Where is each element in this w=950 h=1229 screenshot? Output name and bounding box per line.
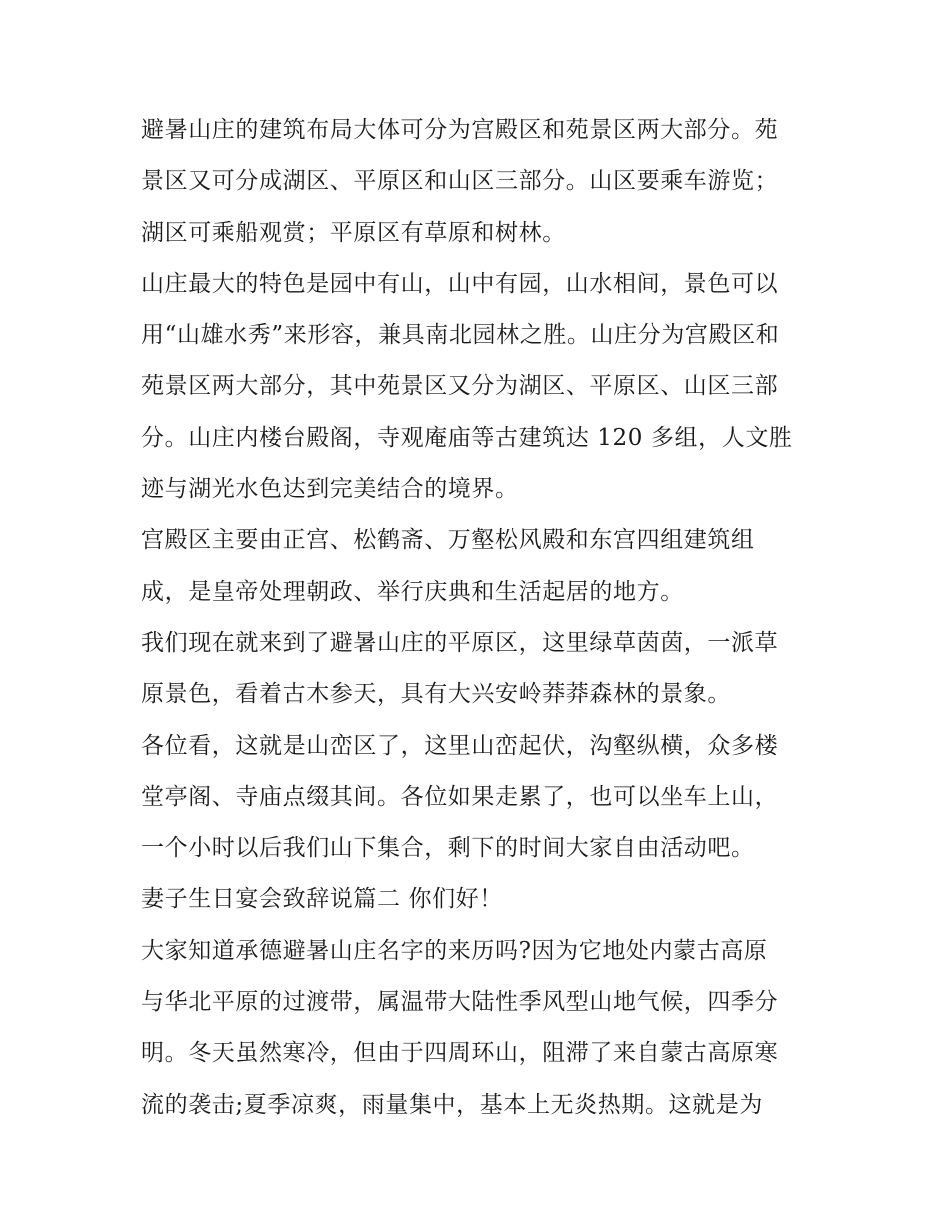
paragraph-name-origin bbox=[141, 926, 831, 1131]
text-line: 分。山庄内楼台殿阁，寺观庵庙等古建筑达 120 多组，人文胜 bbox=[141, 424, 793, 451]
section-heading bbox=[141, 874, 831, 925]
text-line: 一个小时以后我们山下集合，剩下的时间大家自由活动吧。 bbox=[141, 835, 755, 862]
text-line: 苑景区两大部分，其中苑景区又分为湖区、平原区、山区三部 bbox=[141, 373, 779, 400]
paragraph-plain-area bbox=[141, 618, 831, 721]
paragraph-layout-overview bbox=[141, 105, 831, 259]
document-body bbox=[141, 105, 831, 1131]
paragraph-mountain-area bbox=[141, 721, 831, 875]
text-line: 明。冬天虽然寒冷，但由于四周环山，阻滞了来自蒙古高原寒 bbox=[141, 1040, 779, 1067]
text-line: 与华北平原的过渡带，属温带大陆性季风型山地气候，四季分 bbox=[141, 989, 779, 1016]
text-line: 大家知道承德避暑山庄名字的来历吗?因为它地处内蒙古高原 bbox=[141, 937, 768, 964]
text-line: 我们现在就来到了避暑山庄的平原区，这里绿草茵茵，一派草 bbox=[141, 629, 779, 656]
text-line: 迹与湖光水色达到完美结合的境界。 bbox=[141, 476, 519, 503]
text-line: 宫殿区主要由正宫、松鹤斋、万壑松风殿和东宫四组建筑组 bbox=[141, 527, 755, 554]
text-line: 用“山雄水秀”来形容，兼具南北园林之胜。山庄分为宫殿区和 bbox=[141, 322, 780, 349]
paragraph-features bbox=[141, 259, 831, 515]
text-line: 原景色，看着古木参天，具有大兴安岭莽莽森林的景象。 bbox=[141, 681, 731, 708]
text-line: 景区又可分成湖区、平原区和山区三部分。山区要乘车游览； bbox=[141, 168, 779, 195]
text-line: 成，是皇帝处理朝政、举行庆典和生活起居的地方。 bbox=[141, 578, 684, 605]
paragraph-palace-area bbox=[141, 515, 831, 618]
text-line: 各位看，这就是山峦区了，这里山峦起伏，沟壑纵横，众多楼 bbox=[141, 732, 779, 759]
text-line: 湖区可乘船观赏；平原区有草原和树林。 bbox=[141, 219, 566, 246]
text-line: 堂亭阁、寺庙点缀其间。各位如果走累了，也可以坐车上山， bbox=[141, 783, 779, 810]
text-line: 流的袭击;夏季凉爽，雨量集中，基本上无炎热期。这就是为 bbox=[141, 1091, 763, 1118]
text-line: 避暑山庄的建筑布局大体可分为宫殿区和苑景区两大部分。苑 bbox=[141, 117, 779, 143]
text-line: 妻子生日宴会致辞说篇二 你们好！ bbox=[141, 886, 503, 913]
text-line: 山庄最大的特色是园中有山，山中有园，山水相间，景色可以 bbox=[141, 270, 779, 297]
